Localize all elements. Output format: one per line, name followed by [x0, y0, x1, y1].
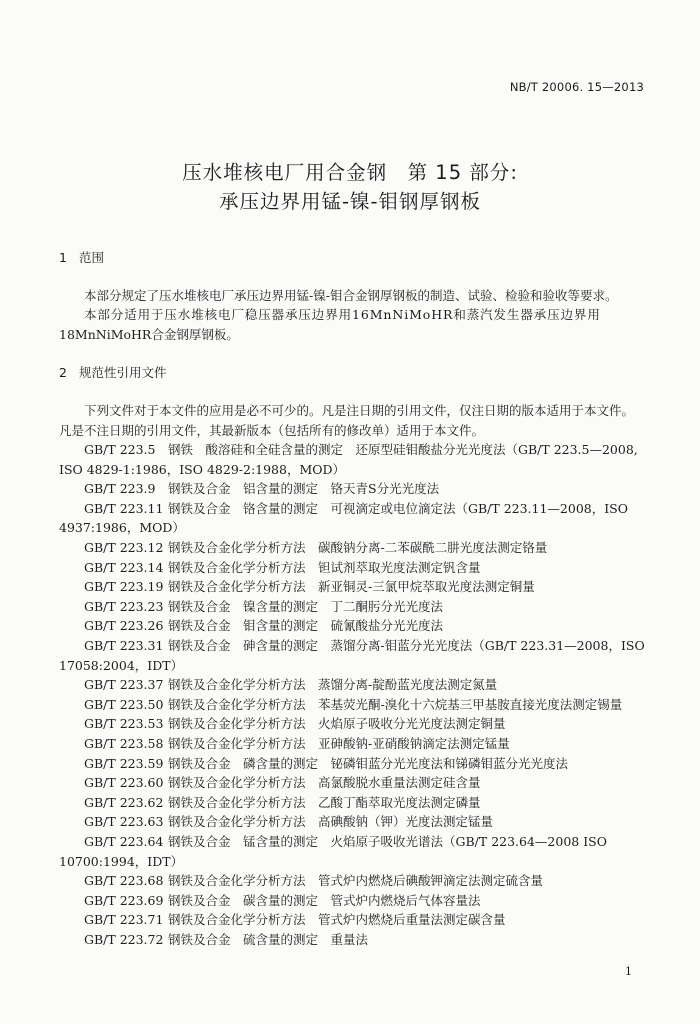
reference-title: 钢铁及合金化学分析方法 高碘酸钠（钾）光度法测定锰量: [168, 814, 494, 829]
reference-code: GB/T 223.5: [84, 442, 156, 457]
reference-title: 钢铁及合金 钼含量的测定 硫氰酸盐分光光度法: [168, 618, 444, 633]
reference-code: GB/T 223.58: [84, 736, 164, 751]
section-number: 1: [59, 250, 67, 265]
reference-code: GB/T 223.63: [84, 814, 164, 829]
reference-code: GB/T 223.31: [84, 638, 164, 653]
reference-code: GB/T 223.37: [84, 677, 164, 692]
reference-code: GB/T 223.71: [84, 912, 164, 927]
reference-continuation: ISO 4829-1:1986，ISO 4829-2:1988，MOD）: [59, 462, 346, 477]
reference-item: [84, 795, 481, 811]
reference-title: 钢铁及合金 磷含量的测定 铋磷钼蓝分光光度法和锑磷钼蓝分光光度法: [168, 756, 569, 771]
reference-code: GB/T 223.26: [84, 618, 164, 633]
page-number: 1: [625, 965, 632, 978]
reference-item: [84, 775, 481, 791]
reference-code: GB/T 223.9: [84, 481, 156, 496]
reference-title: 钢铁及合金化学分析方法 苯基荧光酮-溴化十六烷基三甲基胺直接光度法测定锡量: [168, 697, 623, 712]
reference-title: 钢铁及合金化学分析方法 管式炉内燃烧后碘酸钾滴定法测定硫含量: [168, 873, 544, 888]
reference-title: 钢铁及合金化学分析方法 管式炉内燃烧后重量法测定碳含量: [168, 912, 506, 927]
reference-item: [84, 716, 506, 732]
reference-code: GB/T 223.11: [84, 501, 164, 516]
reference-item: [84, 814, 493, 830]
reference-code: GB/T 223.68: [84, 873, 164, 888]
reference-title: 钢铁及合金 砷含量的测定 蒸馏分离-钼蓝分光光度法（GB/T 223.31—2008，ISO: [168, 638, 645, 653]
scope-paragraph-2: 本部分适用于压水堆核电厂稳压器承压边界用16MnNiMoHR和蒸汽发生器承压边界用: [84, 307, 601, 322]
reference-title: 钢铁及合金 硫含量的测定 重量法: [168, 932, 369, 947]
reference-item: [84, 912, 506, 928]
reference-title: 钢铁及合金化学分析方法 碳酸钠分离-二苯碳酰二肼光度法测定铬量: [168, 540, 548, 555]
standard-code: NB/T 20006. 15—2013: [509, 80, 644, 94]
reference-continuation: 4937:1986，MOD）: [59, 520, 185, 535]
reference-code: GB/T 223.62: [84, 795, 164, 810]
reference-code: GB/T 223.53: [84, 716, 164, 731]
reference-item: [84, 638, 645, 654]
reference-title: 钢铁及合金 锰含量的测定 火焰原子吸收光谱法（GB/T 223.64—2008 ISO: [168, 834, 607, 849]
reference-item: [84, 677, 497, 693]
reference-code: GB/T 223.59: [84, 756, 164, 771]
refs-intro-line1: 下列文件对于本文件的应用是必不可少的。凡是注日期的引用文件，仅注日期的版本适用于本文件。: [84, 403, 635, 418]
section-number: 2: [59, 365, 67, 380]
section-2-heading: [59, 363, 167, 381]
reference-code: GB/T 223.12: [84, 540, 164, 555]
reference-item: [84, 540, 547, 556]
reference-code: GB/T 223.50: [84, 697, 164, 712]
reference-item: [84, 756, 568, 772]
reference-title: 钢铁及合金化学分析方法 钽试剂萃取光度法测定钒含量: [168, 560, 481, 575]
document-title-line2: 承压边界用锰-镍-钼钢厚钢板: [218, 190, 482, 213]
reference-item: [84, 579, 535, 595]
document-title-line1: 压水堆核电厂用合金钢 第 15 部分:: [182, 161, 518, 184]
reference-title: 钢铁及合金化学分析方法 乙酸丁酯萃取光度法测定磷量: [168, 795, 481, 810]
reference-code: GB/T 223.19: [84, 579, 164, 594]
reference-title: 钢铁及合金 铬含量的测定 可视滴定或电位滴定法（GB/T 223.11—2008，ISO: [168, 501, 628, 516]
reference-code: GB/T 223.60: [84, 775, 164, 790]
reference-code: GB/T 223.69: [84, 893, 164, 908]
reference-title: 钢铁及合金 镍含量的测定 丁二酮肟分光光度法: [168, 599, 444, 614]
reference-item: [84, 893, 481, 909]
reference-code: GB/T 223.72: [84, 932, 164, 947]
reference-continuation: 10700:1994，IDT）: [59, 854, 184, 869]
reference-code: GB/T 223.14: [84, 560, 164, 575]
reference-title: 钢铁及合金 碳含量的测定 管式炉内燃烧后气体容量法: [168, 893, 481, 908]
reference-code: GB/T 223.64: [84, 834, 164, 849]
reference-title: 钢铁及合金化学分析方法 火焰原子吸收分光光度法测定铜量: [168, 716, 506, 731]
reference-title: 钢铁及合金化学分析方法 新亚铜灵-三氯甲烷萃取光度法测定铜量: [168, 579, 535, 594]
reference-item: [84, 873, 543, 889]
scope-paragraph-1: 本部分规定了压水堆核电厂承压边界用锰-镍-钼合金钢厚钢板的制造、试验、检验和验收等要求。: [84, 288, 618, 303]
reference-code: GB/T 223.23: [84, 599, 164, 614]
reference-title: 钢铁及合金化学分析方法 蒸馏分离-靛酚蓝光度法测定氮量: [168, 677, 498, 692]
reference-title: 钢铁及合金化学分析方法 高氯酸脱水重量法测定硅含量: [168, 775, 481, 790]
section-title: 范围: [79, 250, 105, 265]
reference-item: [84, 834, 607, 850]
section-1-heading: [59, 248, 104, 266]
reference-item: [84, 442, 638, 458]
reference-item: [84, 932, 368, 948]
reference-title: 钢铁及合金 铝含量的测定 铬天青S分光光度法: [168, 481, 440, 496]
reference-item: [84, 560, 481, 576]
reference-item: [84, 599, 443, 615]
reference-continuation: 17058:2004，IDT）: [59, 658, 184, 673]
reference-item: [84, 481, 439, 497]
reference-item: [84, 736, 510, 752]
reference-item: [84, 501, 628, 517]
reference-title: 钢铁及合金化学分析方法 亚砷酸钠-亚硝酸钠滴定法测定锰量: [168, 736, 510, 751]
reference-item: [84, 697, 622, 713]
section-title: 规范性引用文件: [79, 365, 167, 380]
scope-paragraph-2-cont: 18MnNiMoHR合金钢厚钢板。: [59, 327, 239, 342]
reference-item: [84, 618, 443, 634]
reference-title: 钢铁 酸溶硅和全硅含量的测定 还原型硅钼酸盐分光光度法（GB/T 223.5—2008,: [168, 442, 638, 457]
refs-intro-line2: 凡是不注日期的引用文件，其最新版本（包括所有的修改单）适用于本文件。: [59, 423, 485, 438]
